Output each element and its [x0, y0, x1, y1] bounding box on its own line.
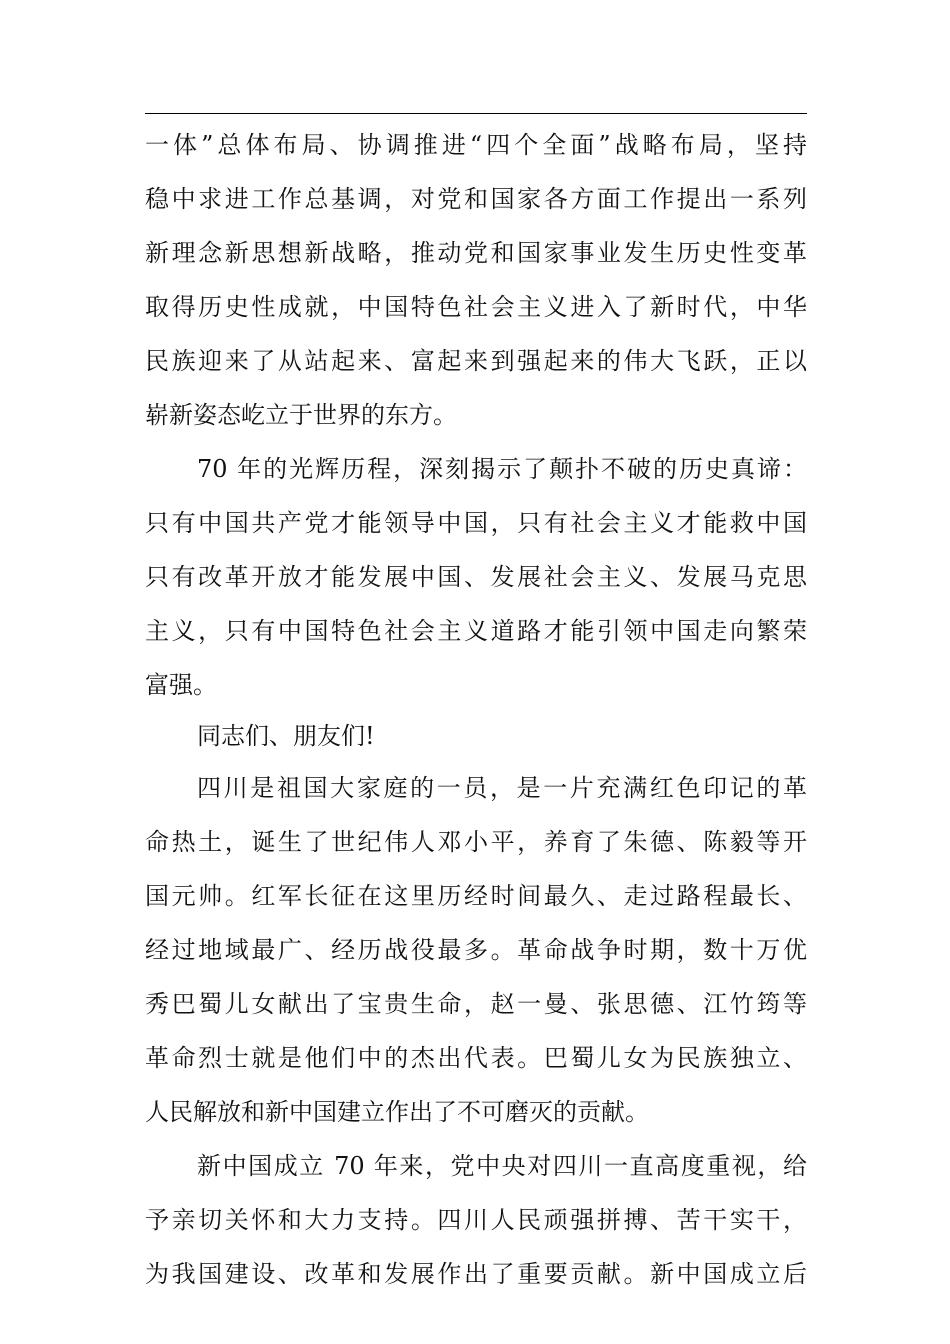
text-line: 新中国成立 70 年来，党中央对四川一直高度重视，给 — [197, 1152, 807, 1180]
text-line: 崭新姿态屹立于世界的东方。 — [145, 401, 457, 429]
text-line: 民族迎来了从站起来、富起来到强起来的伟大飞跃，正以 — [145, 347, 807, 375]
text-line: 一体”总体布局、协调推进“四个全面”战略布局，坚持 — [145, 131, 807, 159]
text-line: 为我国建设、改革和发展作出了重要贡献。新中国成立后 — [145, 1260, 807, 1288]
text-line: 国元帅。红军长征在这里历经时间最久、走过路程最长、 — [145, 882, 807, 910]
text-line: 经过地域最广、经历战役最多。革命战争时期，数十万优 — [145, 936, 807, 964]
text-line: 四川是祖国大家庭的一员，是一片充满红色印记的革 — [197, 774, 807, 802]
text-line: 只有改革开放才能发展中国、发展社会主义、发展马克思 — [145, 563, 807, 591]
text-line: 秀巴蜀儿女献出了宝贵生命，赵一曼、张思德、江竹筠等 — [145, 990, 807, 1018]
text-line: 70 年的光辉历程，深刻揭示了颠扑不破的历史真谛： — [197, 455, 807, 483]
header-rule — [145, 113, 807, 114]
text-line: 予亲切关怀和大力支持。四川人民顽强拼搏、苦干实干， — [145, 1206, 807, 1234]
paragraph — [145, 1139, 807, 1301]
text-line: 人民解放和新中国建立作出了不可磨灭的贡献。 — [145, 1098, 649, 1126]
text-line: 取得历史性成就，中国特色社会主义进入了新时代，中华 — [145, 293, 807, 321]
paragraph — [145, 442, 807, 712]
text-line: 富强。 — [145, 671, 217, 699]
text-line: 革命烈士就是他们中的杰出代表。巴蜀儿女为民族独立、 — [145, 1044, 807, 1072]
text-line: 新理念新思想新战略，推动党和国家事业发生历史性变革 — [145, 239, 807, 267]
document-body — [145, 118, 807, 1301]
paragraph — [145, 118, 807, 442]
paragraph — [145, 712, 807, 761]
text-line: 主义，只有中国特色社会主义道路才能引领中国走向繁荣 — [145, 617, 807, 645]
text-line: 稳中求进工作总基调，对党和国家各方面工作提出一系列 — [145, 185, 807, 213]
text-line: 命热土，诞生了世纪伟人邓小平，养育了朱德、陈毅等开 — [145, 828, 807, 856]
text-line: 只有中国共产党才能领导中国，只有社会主义才能救中国 — [145, 509, 807, 537]
paragraph — [145, 761, 807, 1139]
text-line: 同志们、朋友们! — [197, 722, 375, 750]
